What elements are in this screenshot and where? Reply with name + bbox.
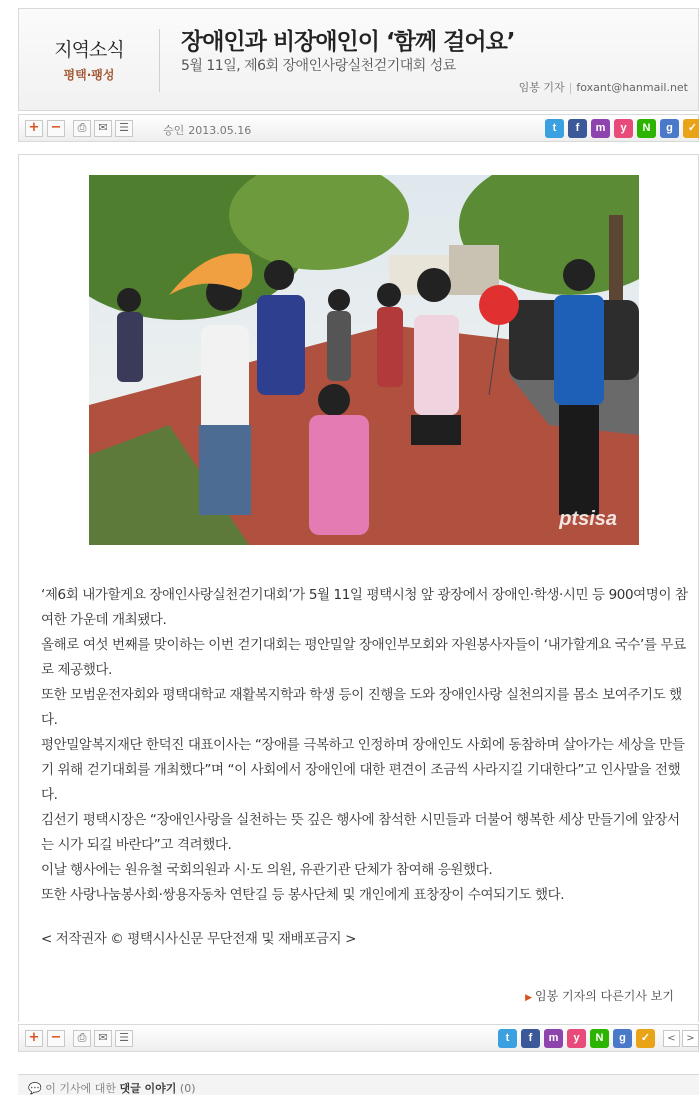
print-icon[interactable]: ⎙ xyxy=(73,120,91,137)
article-header xyxy=(18,8,699,111)
approval-date xyxy=(159,122,251,138)
article-paragraph: 평안밀알복지재단 한덕진 대표이사는 “장애를 극복하고 인정하며 장애인도 사회에 동참하며 살아가는 세상을 만들기 위해 걷기대회를 개최했다”며 “이 사회에서 장애인에 대한 편견이 조금씩 사라지길 기대한다”고 인사말을 전했다. xyxy=(41,737,685,803)
article-paragraph: ‘제6회 내가할게요 장애인사랑실천걷기대회’가 5월 11일 평택시청 앞 광장에서 장애인·학생·시민 등 900여명이 참여한 가운데 개최됐다. xyxy=(41,587,688,628)
font-increase-button[interactable]: + xyxy=(25,1030,43,1047)
me2day-icon[interactable]: m xyxy=(591,119,610,138)
article-paragraph: 김선기 평택시장은 “장애인사랑을 실천하는 뜻 깊은 행사에 참석한 시민들과 더불어 행복한 세상 만들기에 앞장서는 시가 되길 바란다”고 격려했다. xyxy=(41,812,680,853)
article-photo xyxy=(89,175,639,545)
article-paragraph: 이날 행사에는 원유철 국회의원과 시·도 의원, 유관기관 단체가 참여해 응원했다. xyxy=(41,862,493,878)
article-paragraph: 또한 모범운전자회와 평택대학교 재활복지학과 학생 등이 진행을 도와 장애인사랑 실천의지를 몸소 보여주기도 했다. xyxy=(41,687,682,728)
scrap-icon[interactable]: ☰ xyxy=(115,120,133,137)
facebook-icon[interactable]: f xyxy=(568,119,587,138)
me2day-icon[interactable]: m xyxy=(544,1029,563,1048)
naver-icon[interactable]: N xyxy=(637,119,656,138)
print-icon[interactable]: ⎙ xyxy=(73,1030,91,1047)
reporter-more-articles-link[interactable] xyxy=(525,987,674,1004)
google-icon[interactable]: g xyxy=(613,1029,632,1048)
section-subtitle: 평택·팽성 xyxy=(63,68,115,82)
more-link-label: 임봉 기자의 다른기사 보기 xyxy=(535,989,674,1003)
twitter-icon[interactable]: t xyxy=(498,1029,517,1048)
article-subheadline: 5월 11일, 제6회 장애인사랑실천걷기대회 성료 xyxy=(181,58,456,74)
comments-title[interactable]: 댓글 이야기 xyxy=(119,1082,177,1095)
copyright-notice: < 저작권자 © 평택시사신문 무단전재 및 재배포금지 > xyxy=(41,931,356,947)
article-headline: 장애인과 비장애인이 ‘함께 걸어요’ xyxy=(181,29,515,55)
article-byline xyxy=(519,79,688,95)
triangle-right-icon: ▶ xyxy=(525,993,533,1003)
photo-illustration xyxy=(89,175,639,545)
article-content xyxy=(18,154,699,1022)
section-label xyxy=(19,35,159,83)
scrap-icon[interactable]: ☰ xyxy=(115,1030,133,1047)
approval-label: 승인 xyxy=(163,124,185,137)
section-title: 지역소식 xyxy=(54,39,124,61)
google-icon[interactable]: g xyxy=(660,119,679,138)
comments-count: (0) xyxy=(179,1082,196,1095)
bookmark-icon[interactable]: ✓ xyxy=(683,119,699,138)
font-increase-button[interactable]: + xyxy=(25,120,43,137)
twitter-icon[interactable]: t xyxy=(545,119,564,138)
font-decrease-button[interactable]: − xyxy=(47,120,65,137)
article-toolbar-bottom xyxy=(18,1024,699,1052)
bookmark-icon[interactable]: ✓ xyxy=(636,1029,655,1048)
article-toolbar-top xyxy=(18,114,699,142)
next-article-button[interactable]: > xyxy=(682,1030,699,1047)
email-icon[interactable]: ✉ xyxy=(94,1030,112,1047)
article-body xyxy=(41,583,689,908)
font-decrease-button[interactable]: − xyxy=(47,1030,65,1047)
approval-value: 2013.05.16 xyxy=(188,124,252,137)
byline-separator: | xyxy=(568,81,573,94)
reporter-name: 임봉 기자 xyxy=(518,81,565,94)
article-paragraph: 또한 사랑나눔봉사회·쌍용자동차 연탄길 등 봉사단체 및 개인에게 표창장이 수여되기도 했다. xyxy=(41,887,565,903)
photo-watermark: ptsisa xyxy=(559,508,617,530)
reporter-email[interactable]: foxant@hanmail.net xyxy=(576,81,688,94)
facebook-icon[interactable]: f xyxy=(521,1029,540,1048)
article-paragraph: 올해로 여섯 번째를 맞이하는 이번 걷기대회는 평안밀알 장애인부모회와 자원봉사자들이 ‘내가할게요 국수’를 무료로 제공했다. xyxy=(41,637,686,678)
header-divider xyxy=(159,29,160,92)
yozm-icon[interactable]: y xyxy=(614,119,633,138)
naver-icon[interactable]: N xyxy=(590,1029,609,1048)
comments-header xyxy=(18,1074,699,1095)
comment-icon: 💬 xyxy=(28,1082,42,1095)
comments-prefix: 이 기사에 대한 xyxy=(45,1082,116,1095)
prev-article-button[interactable]: < xyxy=(663,1030,680,1047)
yozm-icon[interactable]: y xyxy=(567,1029,586,1048)
email-icon[interactable]: ✉ xyxy=(94,120,112,137)
